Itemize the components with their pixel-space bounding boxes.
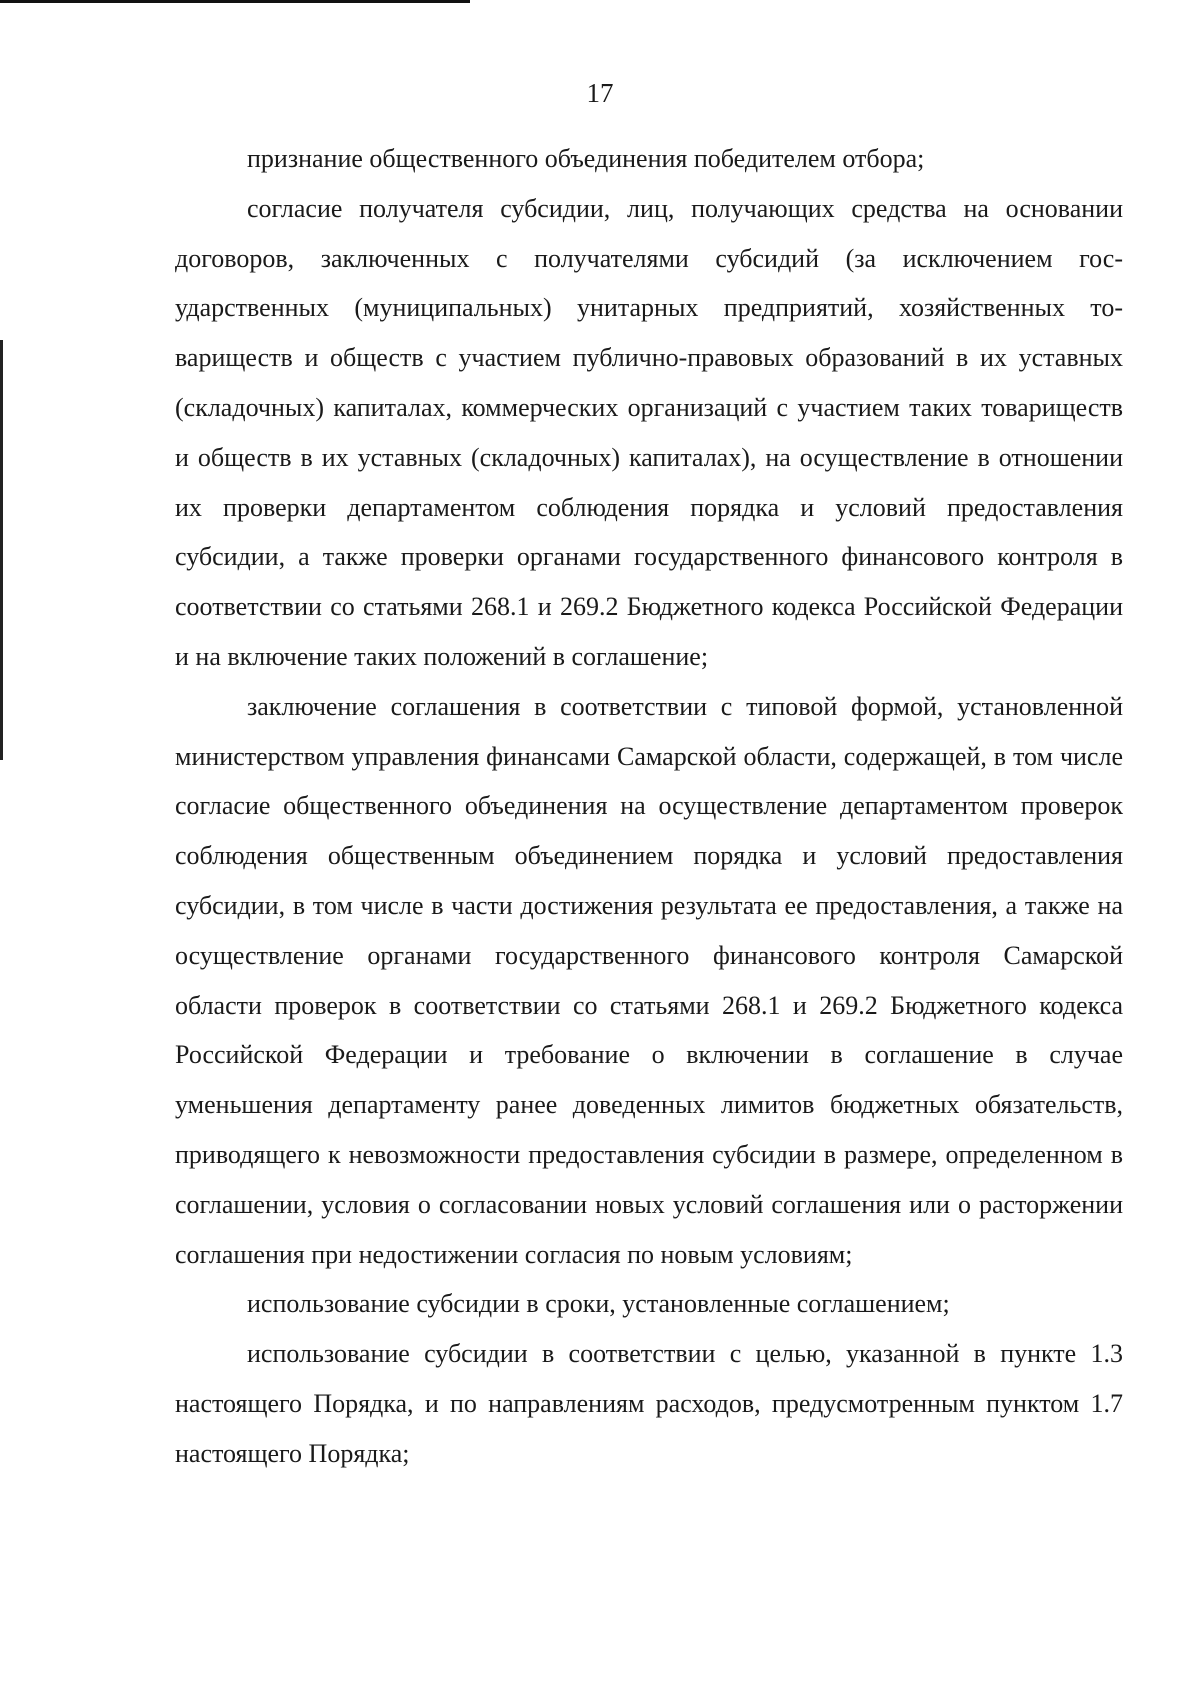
paragraph-1: признание общественного объединения победителем отбора;: [247, 144, 925, 173]
left-margin-rule: [0, 340, 3, 760]
paragraph-3: заключение соглашения в соответствии с типовой формой, установленной министерством управления финансами Самарской области, содержащей, в том числе согласие общественного объединения на осуществление департаментом проверок соблюдения общественным объединением порядка и условий предоставления субсидии, в том числе в части достижения результата ее предоставления, а также на осуществление органами государственного финансового контроля Самарской области проверок в соответствии со статьями 268.1 и 269.2 Бюджетного кодекса Российской Федерации и требование о включении в соглашение в случае уменьшения департаменту ранее доведенных лимитов бюджетных обязательств, приводящего к невозможности предоставления субсидии в размере, определенном в соглашении, условия о согласовании новых условий соглашения или о расторжении соглашения при недостижении согласия по новым условиям;: [175, 691, 1123, 1269]
paragraph-4: использование субсидии в сроки, установленные соглашением;: [247, 1289, 950, 1319]
page-number: 17: [586, 78, 614, 108]
document-body: [175, 134, 1123, 1479]
paragraph-2: согласие получателя субсидии, лиц, получающих средства на основании договоров, заключенных с получателями субсидий (за исключением государственных (муниципальных) унитарных предприятий, хозяйственных товариществ и обществ с участием публично-правовых образований в их уставных (складочных) капиталах, коммерческих организаций с участием таких товариществ и обществ в их уставных (складочных) капиталах), на осуществление в отношении их проверки департаментом соблюдения порядка и условий предоставления субсидии, а также проверки органами государственного финансового контроля в соответствии со статьями 268.1 и 269.2 Бюджетного кодекса Российской Федерации и на включение таких положений в соглашение;: [175, 193, 1123, 671]
paragraph-5: использование субсидии в соответствии с целью, указанной в пункте 1.3 настоящего Порядка, и по направлениям расходов, предусмотренным пунктом 1.7 настоящего Порядка;: [175, 1339, 1123, 1468]
top-scan-rule: [0, 0, 470, 3]
